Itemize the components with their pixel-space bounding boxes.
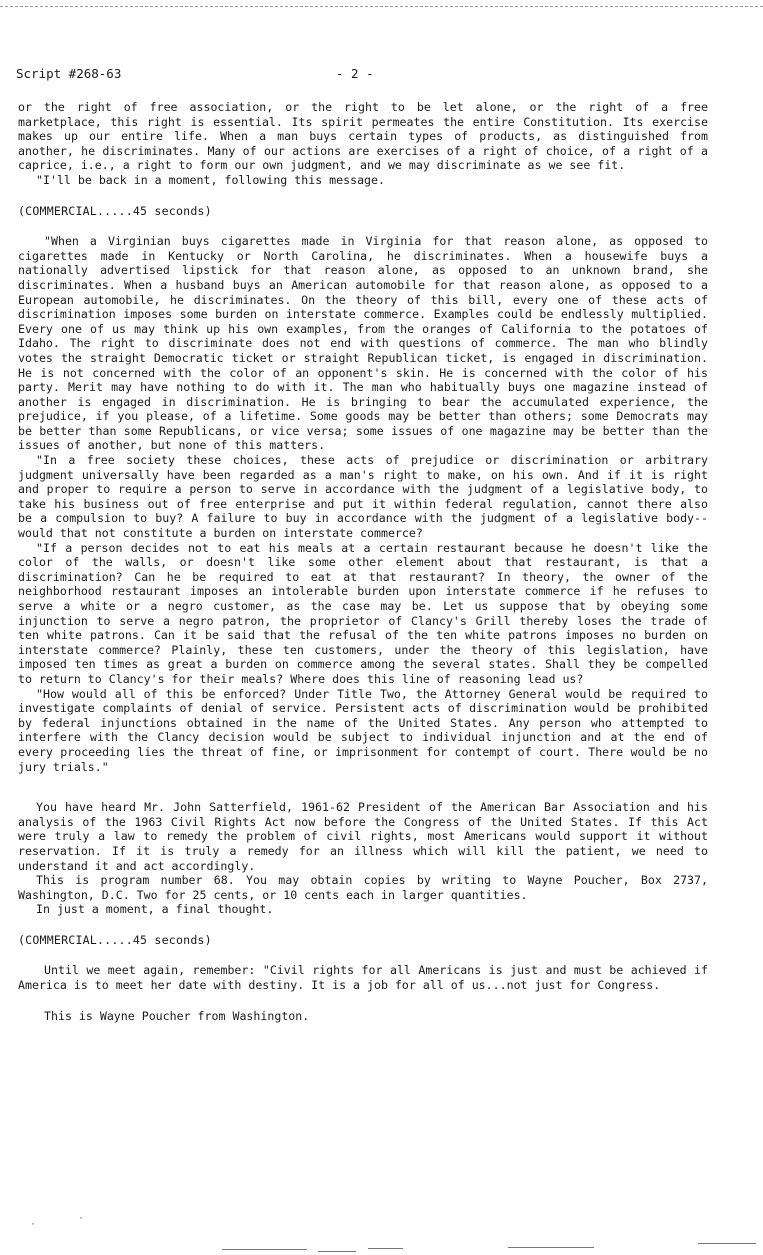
scan-line [318,1251,356,1252]
scan-line [222,1249,307,1250]
scan-line [508,1247,594,1248]
paragraph-back-in-moment: "I'll be back in a moment, following this message. [36,172,386,187]
commercial-break-2: (COMMERCIAL.....45 seconds) [18,932,212,947]
paragraph-enforcement: "How would all of this be enforced? Under Title Two, the Attorney General would be required to investigate complaints of denial of service. Persistent acts of discrimination would be prohibited by federal injunctions obtained in the name of the United States. Any person who attempted to interfere with the Clancy decision would be subject to individual injunction and at the end of every proceeding lies the threat of fine, or imprisonment for contempt of court. There would be no jury trials." [18,686,708,774]
signoff-line: This is Wayne Poucher from Washington. [44,1008,310,1023]
paragraph-program-number: This is program number 68. You may obtain copies by writing to Wayne Poucher, Box 2737, Washington, D.C. Two for 25 cents, or 10 cents each in larger quantities. [18,873,708,902]
scan-line [368,1248,403,1249]
commercial-break-1: (COMMERCIAL.....45 seconds) [18,203,212,218]
script-body [18,100,708,1023]
scan-line [698,1243,756,1244]
paragraph-free-association: or the right of free association, or the right to be let alone, or the right of a free marketplace, this right is essential. Its spirit permeates the entire Constitution. Its exercise makes up our entire life. When a man buys certain types of products, as distinguished from another, he discriminates. Many of our actions are exercises of a right of choice, of a right of a caprice, i.e., a right to form our own judgment, and we may discriminate as we see fit. [18,100,708,173]
paragraph-free-society: "In a free society these choices, these acts of prejudice or discrimination or arbitrary judgment universally have been regarded as a man's right to make, on his own. And if it is right and proper to require a person to serve in accordance with the judgment of a legislative body, to take his business out of free enterprise and put it within federal regulation, cannot there also be a compulsion to buy? A failure to buy in accordance with the judgment of a legislative body--would that not constitute a burden on interstate commerce? [18,453,708,541]
paragraph-virginian-cigarettes: "When a Virginian buys cigarettes made in Virginia for that reason alone, as opposed to cigarettes made in Kentucky or North Carolina, he discriminates. When a housewife buys a nationally advertised lipstick for that reason alone, as opposed to an unknown brand, she discriminates. When a husband buys an American automobile for that reason alone, as opposed to a European automobile, he discriminates. On the theory of this bill, every one of these acts of discrimination imposes some burden on interstate commerce. Examples could be endlessly multiplied. Every one of us may think up his own examples, from the oranges of California to the potatoes of Idaho. The right to discriminate does not end with questions of commerce. The man who blindly votes the straight Democratic ticket or straight Republican ticket, is engaged in discrimination. He is not concerned with the color of an opponent's skin. He is concerned with the color of his party. Merit may have nothing to do with it. The man who habitually buys one magazine instead of another is engaged in discrimination. He is bringing to bear the accumulated experience, the prejudice, if you please, of a lifetime. Some goods may be better than others; some Democrats may be better than some Republicans, or vice versa; some issues of one magazine may be better than the issues of another, but none of this matters. [18,234,708,453]
top-dashed-rule [0,6,763,7]
paragraph-restaurant: "If a person decides not to eat his meals at a certain restaurant because he doesn't like the color of the walls, or doesn't like some other element about that restaurant, is that a discrimination? Can he be required to eat at that restaurant? In theory, the owner of the neighborhood restaurant imposes an intolerable burden upon interstate commerce if he refuses to serve a white or a negro customer, as the case may be. Let us suppose that by obeying some injunction to serve a negro patron, the proprietor of Clancy's Grill thereby loses the trade of ten white patrons. Can it be said that the refusal of the ten white patrons imposes no burden on interstate commerce? Plainly, these ten customers, under the theory of this legislation, have imposed ten times as great a burden on commerce among the several states. Shall they be compelled to return to Clancy's for their meals? Where does this line of reasoning lead us? [18,540,708,686]
paragraph-until-we-meet: Until we meet again, remember: "Civil rights for all Americans is just and must be achieved if America is to meet her date with destiny. It is a job for all of us...not just for Congress. [18,963,708,993]
scan-speck: · [30,1219,37,1230]
scan-speck: · [78,1213,85,1224]
page-number: - 2 - [336,66,374,81]
script-id: Script #268-63 [16,66,122,81]
scan-footer-marks [0,1205,763,1255]
paragraph-final-thought: In just a moment, a final thought. [36,902,274,917]
paragraph-satterfield: You have heard Mr. John Satterfield, 1961-62 President of the American Bar Association and his analysis of the 1963 Civil Rights Act now before the Congress of the United States. If this Act were truly a law to remedy the problem of civil rights, most Americans would support it without reservation. If it is truly a remedy for an illness which will kill the patient, we need to understand it and act accordingly. [18,800,708,873]
